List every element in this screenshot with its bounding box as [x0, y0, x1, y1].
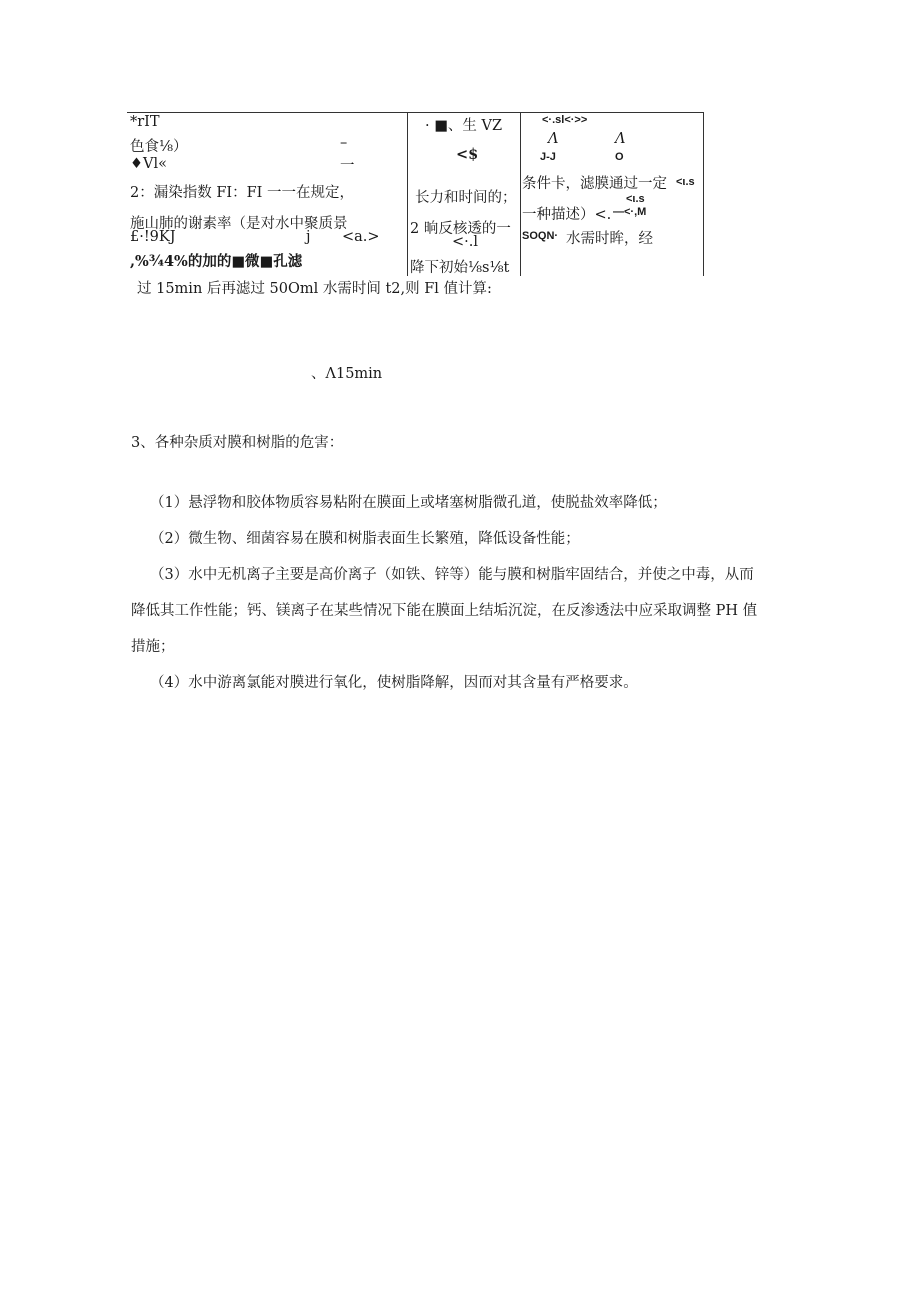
table-cell-text: £·!9KJ	[130, 229, 176, 245]
list-item: （2）微生物、细菌容易在膜和树脂表面生长繁殖，降低设备性能；	[150, 531, 580, 547]
table-cell-text: <$	[456, 146, 479, 163]
table-cell-text: –	[340, 135, 348, 151]
table-cell-text: <·.l	[452, 234, 479, 250]
table-divider-2	[520, 112, 521, 276]
table-cell-text: Λ	[548, 131, 559, 147]
table-cell-text: · ■、生 VZ	[425, 118, 503, 134]
table-cell-text: <a.>	[342, 229, 380, 245]
table-cell-text: 长力和时间的；	[415, 190, 517, 206]
table-cell-text: *rIT	[130, 114, 160, 130]
table-cell-text: 2 晌反核透的一	[410, 221, 511, 237]
table-cell-text: —<·,M	[613, 206, 647, 218]
table-top-border	[127, 112, 704, 113]
table-cell-text: J-J	[540, 151, 556, 163]
table-cell-text: 一种描述）<.	[522, 207, 612, 223]
table-cell-text: j	[306, 229, 311, 245]
table-cell-text: 条件卡，滤膜通过一定	[522, 176, 667, 192]
table-cell-text: 施山肺的谢素率（是对水中聚质景	[130, 216, 348, 232]
table-right-border	[703, 112, 704, 276]
list-item-continued: 降低其工作性能；钙、镁离子在某些情况下能在膜面上结垢沉淀，在反渗透法中应采取调整 PH 值	[131, 603, 758, 619]
table-cell-text: <·.sl<·>>	[542, 114, 588, 126]
table-divider-1	[407, 112, 408, 276]
list-item-continued: 措施；	[131, 639, 175, 655]
table-cell-text: Λ	[615, 131, 626, 147]
table-cell-text: <ι.s	[626, 193, 645, 205]
table-cell-text: ,%¾4%的加的■微■孔滤	[130, 253, 303, 270]
table-cell-text: 降下初始⅛s⅛t	[410, 260, 510, 276]
table-cell-text: <ι.s	[676, 176, 695, 188]
table-cell-text: 一	[340, 158, 355, 174]
table-cell-text: 2：漏染指数 FI：FI 一一在规定，	[130, 185, 355, 201]
section-heading: 3、各种杂质对膜和树脂的危害：	[131, 435, 344, 451]
continuation-line: 过 15min 后再滤过 50Oml 水需时间 t2,则 Fl 值计算:	[137, 281, 492, 297]
table-cell-text: O	[615, 151, 624, 163]
list-item: （1）悬浮物和胶体物质容易粘附在膜面上或堵塞树脂微孔道，使脱盐效率降低；	[150, 495, 667, 511]
table-cell-text: 水需时眸，经	[566, 231, 653, 247]
table-cell-text: ♦Vl«	[130, 156, 167, 172]
formula: 、Λ15min	[311, 366, 383, 382]
list-item: （3）水中无机离子主要是高价离子（如铁、锌等）能与膜和树脂牢固结合，并使之中毒，从而	[150, 567, 754, 583]
list-item: （4）水中游离氯能对膜进行氧化，使树脂降解，因而对其含量有严格要求。	[150, 675, 638, 691]
table-cell-text: SOQN·	[522, 230, 559, 242]
table-cell-text: 色食⅛）	[130, 139, 188, 155]
